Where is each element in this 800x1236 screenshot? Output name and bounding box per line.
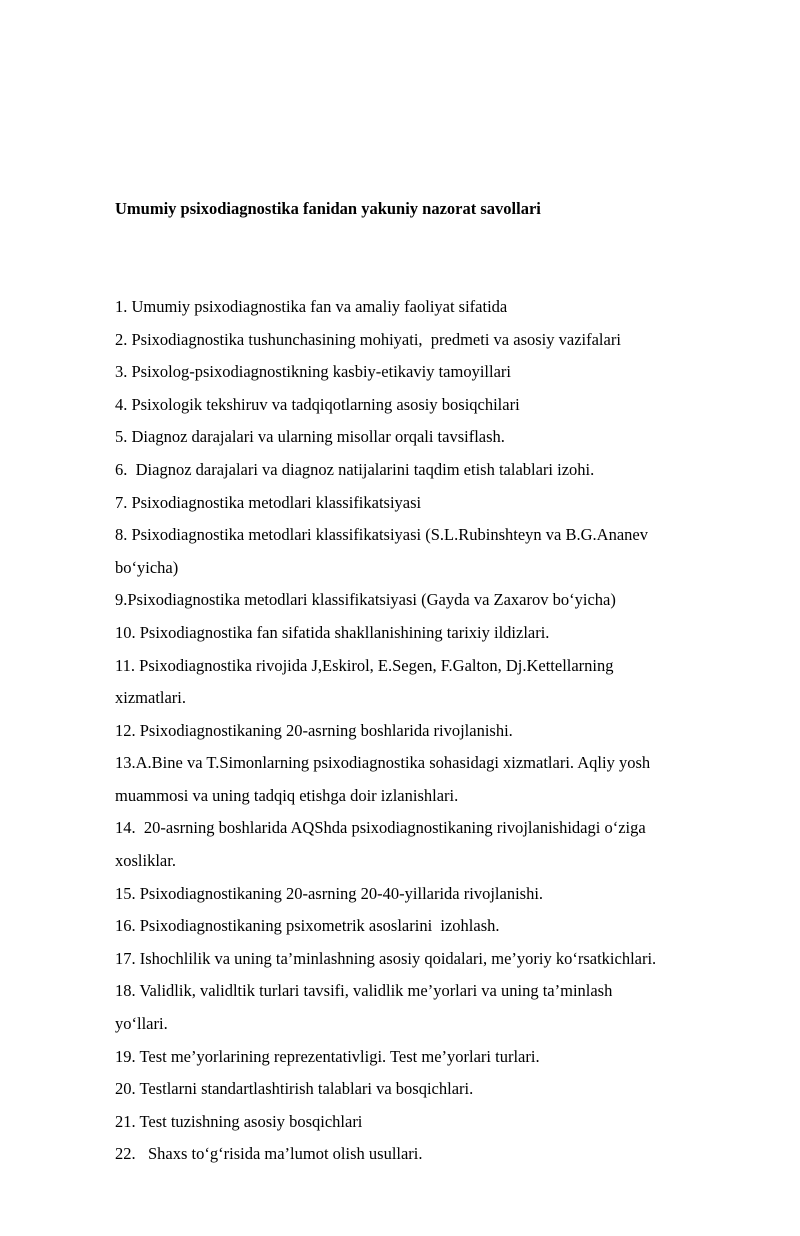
question-line: 14. 20-asrning boshlarida AQShda psixodiagnostikaning rivojlanishidagi o‘ziga: [115, 818, 646, 838]
question-line: 18. Validlik, validltik turlari tavsifi, validlik me’yorlari va uning ta’minlash: [115, 981, 613, 1001]
question-line: 13.A.Bine va T.Simonlarning psixodiagnostika sohasidagi xizmatlari. Aqliy yosh: [115, 753, 651, 773]
question-line: muammosi va uning tadqiq etishga doir izlanishlari.: [115, 785, 459, 805]
question-line: 22. Shaxs to‘g‘risida ma’lumot olish usullari.: [115, 1144, 423, 1164]
question-line: xizmatlari.: [115, 688, 187, 708]
question-line: 1. Umumiy psixodiagnostika fan va amaliy faoliyat sifatida: [115, 296, 508, 316]
question-line: 20. Testlarni standartlashtirish talablari va bosqichlari.: [115, 1079, 474, 1099]
question-line: 9.Psixodiagnostika metodlari klassifikatsiyasi (Gayda va Zaxarov bo‘yicha): [115, 590, 616, 610]
question-line: 10. Psixodiagnostika fan sifatida shakllanishining tarixiy ildizlari.: [115, 622, 550, 642]
question-line: 5. Diagnoz darajalari va ularning misollar orqali tavsiflash.: [115, 427, 505, 447]
question-line: 3. Psixolog-psixodiagnostikning kasbiy-etikaviy tamoyillari: [115, 362, 511, 382]
question-line: 21. Test tuzishning asosiy bosqichlari: [115, 1111, 363, 1131]
question-line: bo‘yicha): [115, 557, 179, 577]
question-list: [115, 291, 755, 1171]
document-title: Umumiy psixodiagnostika fanidan yakuniy nazorat savollari: [115, 199, 541, 219]
question-line: 6. Diagnoz darajalari va diagnoz natijalarini taqdim etish talablari izohi.: [115, 459, 595, 479]
question-line: xosliklar.: [115, 851, 176, 871]
question-line: 19. Test me’yorlarining reprezentativligi. Test me’yorlari turlari.: [115, 1046, 540, 1066]
question-line: 7. Psixodiagnostika metodlari klassifikatsiyasi: [115, 492, 422, 512]
question-line: 16. Psixodiagnostikaning psixometrik asoslarini izohlash.: [115, 916, 500, 936]
question-line: 11. Psixodiagnostika rivojida J,Eskirol, E.Segen, F.Galton, Dj.Kettellarning: [115, 655, 614, 675]
question-line: yo‘llari.: [115, 1014, 168, 1034]
question-line: 15. Psixodiagnostikaning 20-asrning 20-40-yillarida rivojlanishi.: [115, 883, 544, 903]
question-line: 8. Psixodiagnostika metodlari klassifikatsiyasi (S.L.Rubinshteyn va B.G.Ananev: [115, 525, 648, 545]
question-line: 2. Psixodiagnostika tushunchasining mohiyati, predmeti va asosiy vazifalari: [115, 329, 621, 349]
question-line: 12. Psixodiagnostikaning 20-asrning boshlarida rivojlanishi.: [115, 720, 513, 740]
document-content: [115, 128, 755, 1236]
question-line: 4. Psixologik tekshiruv va tadqiqotlarning asosiy bosiqchilari: [115, 394, 520, 414]
question-line: 17. Ishochlilik va uning ta’minlashning asosiy qoidalari, me’yoriy ko‘rsatkichlari.: [115, 948, 657, 968]
